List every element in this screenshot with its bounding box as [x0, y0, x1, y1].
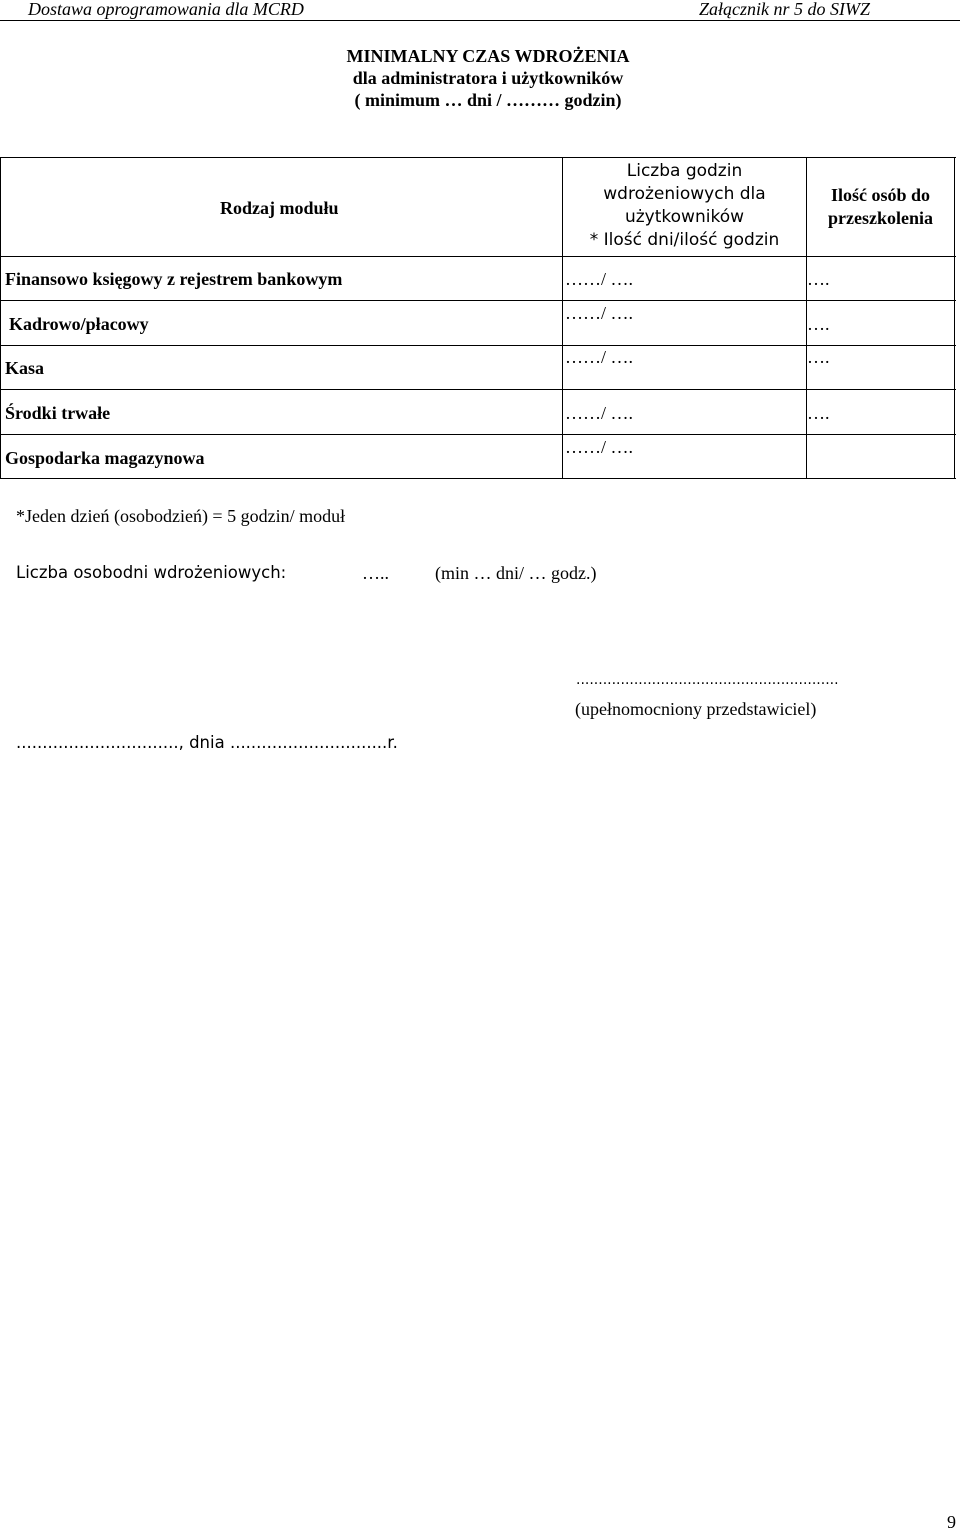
header-hours-line: * Ilość dni/ilość godzin	[589, 230, 780, 250]
signature-label: (upełnomocniony przedstawiciel)	[575, 699, 817, 719]
place-date: ..............................., dnia ..............................r.	[16, 733, 398, 752]
row-persons: ….	[807, 403, 830, 423]
header-hours-line: Liczba godzin	[626, 161, 743, 181]
page-number: 9	[947, 1512, 956, 1532]
table-rule	[0, 157, 1, 479]
row-hours: ……/ ….	[565, 403, 634, 423]
table-rule	[0, 256, 956, 257]
header-hours-line: użytkowników	[624, 207, 744, 227]
row-module: Kadrowo/płacowy	[9, 314, 149, 334]
header-hours-line: wdrożeniowych dla	[603, 184, 766, 204]
title-line-1: MINIMALNY CZAS WDROŻENIA	[346, 46, 630, 66]
footnote: *Jeden dzień (osobodzień) = 5 godzin/ moduł	[16, 506, 346, 526]
row-persons: ….	[807, 269, 830, 289]
row-persons: ….	[807, 314, 830, 334]
header-persons-line: przeszkolenia	[828, 208, 933, 228]
header-persons-line: Ilość osób do	[830, 185, 931, 205]
row-module: Środki trwałe	[5, 403, 111, 423]
header-left: Dostawa oprogramowania dla MCRD	[28, 0, 304, 19]
document-title	[0, 45, 960, 111]
summary-value: …..	[362, 563, 389, 583]
summary-label: Liczba osobodni wdrożeniowych:	[16, 563, 287, 582]
row-hours: ……/ ….	[565, 437, 634, 457]
row-module: Gospodarka magazynowa	[5, 448, 205, 468]
header-rule	[0, 20, 960, 21]
row-persons: ….	[807, 347, 830, 367]
title-line-3: ( minimum … dni / ……… godzin)	[354, 90, 622, 110]
header-hours	[562, 160, 807, 252]
row-module: Kasa	[5, 358, 45, 378]
table-rule	[0, 478, 956, 479]
table-rule	[0, 157, 956, 158]
row-hours: ……/ ….	[565, 269, 634, 289]
table-rule	[0, 300, 956, 301]
signature-dots: ...........................................................	[576, 672, 839, 688]
table-rule	[954, 157, 955, 479]
row-module: Finansowo księgowy z rejestrem bankowym	[5, 269, 343, 289]
row-hours: ……/ ….	[565, 303, 634, 323]
header-right: Załącznik nr 5 do SIWZ	[699, 0, 870, 19]
summary-note: (min … dni/ … godz.)	[435, 563, 597, 583]
header-module: Rodzaj modułu	[220, 198, 339, 218]
row-hours: ……/ ….	[565, 347, 634, 367]
table-rule	[0, 434, 956, 435]
table-rule	[0, 389, 956, 390]
header-persons	[807, 184, 954, 230]
title-line-2: dla administratora i użytkowników	[352, 68, 624, 88]
